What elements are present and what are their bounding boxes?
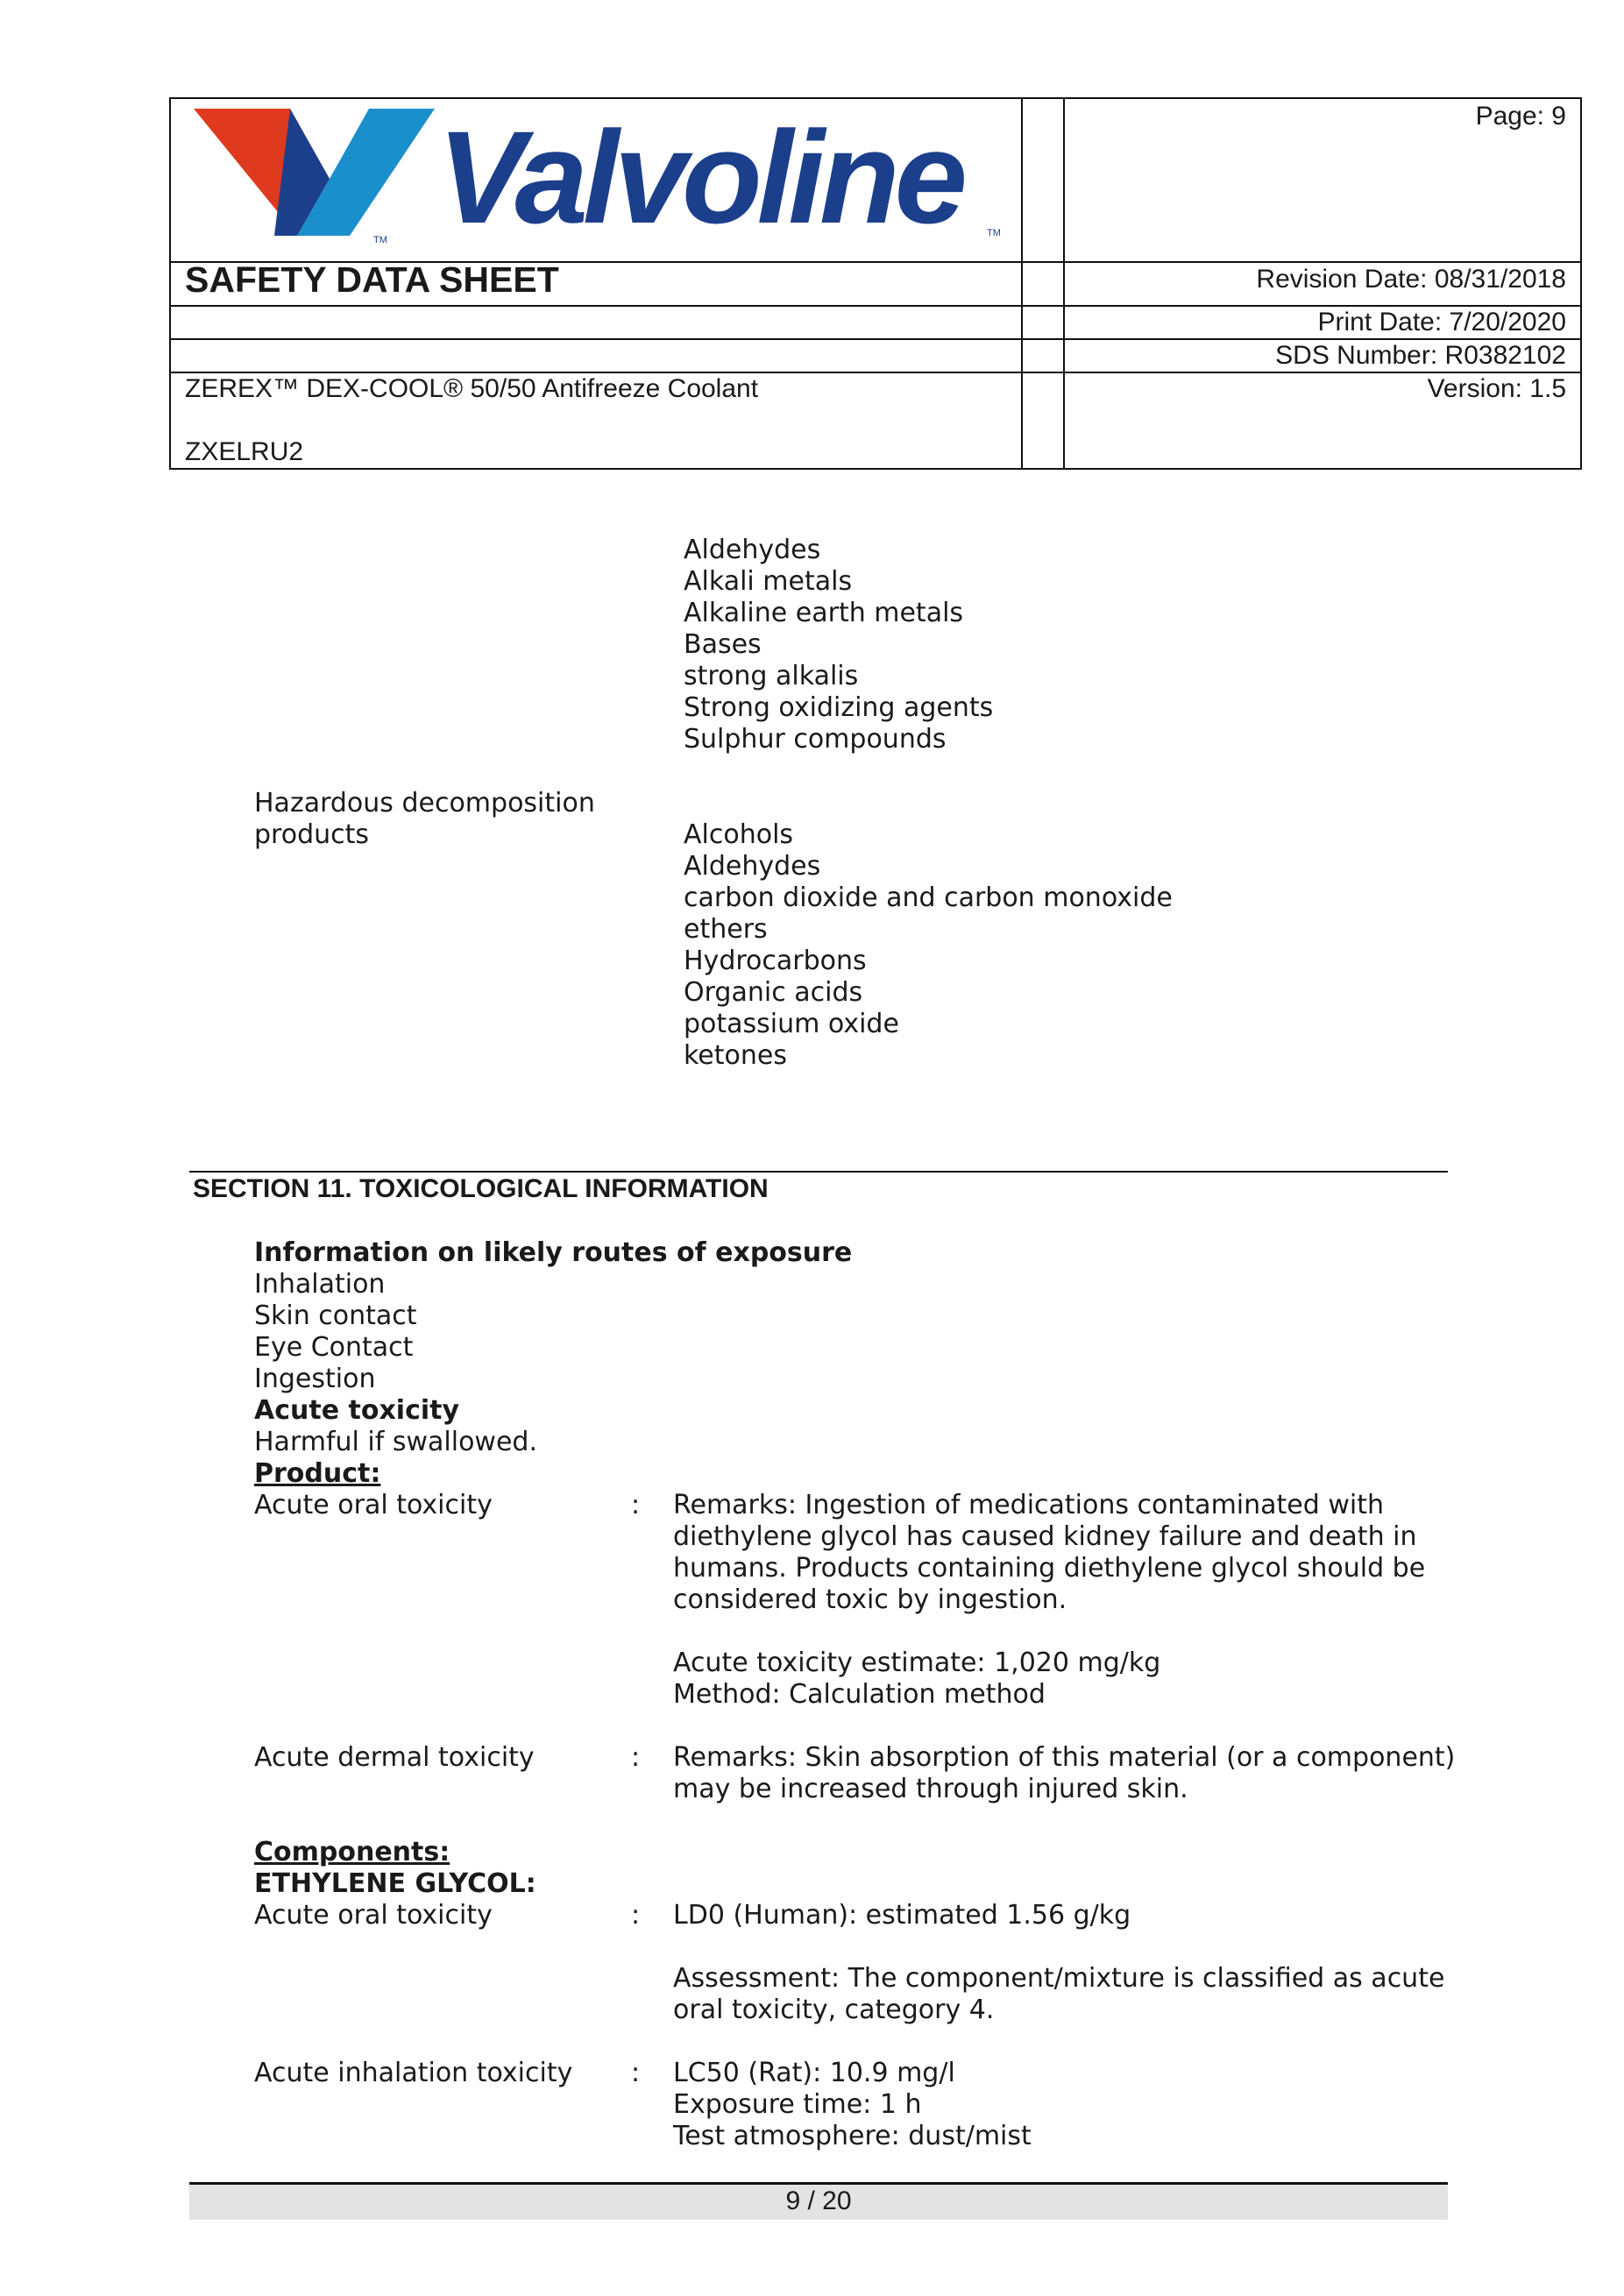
incompatible-materials-list — [684, 535, 993, 755]
sheet-title: SAFETY DATA SHEET — [185, 259, 559, 300]
list-item: Sulphur compounds — [684, 724, 947, 755]
list-item: Alkaline earth metals — [684, 598, 964, 628]
colon: : — [631, 2058, 641, 2088]
sds-number: SDS Number: R0382102 — [1275, 341, 1566, 370]
colon: : — [631, 1742, 641, 1773]
list-item: potassium oxide — [684, 1009, 899, 1039]
component-oral-value: LD0 (Human): estimated 1.56 g/kg — [673, 1900, 1131, 1931]
routes-of-exposure — [254, 1237, 852, 1490]
acute-oral-estimate: Acute toxicity estimate: 1,020 mg/kg Method: Calculation method — [673, 1648, 1161, 1710]
components-block — [254, 1837, 536, 1900]
list-item: Hydrocarbons — [684, 946, 867, 976]
routes-heading: Information on likely routes of exposure — [254, 1237, 853, 1268]
component-oral-label: Acute oral toxicity — [254, 1900, 493, 1931]
logo-wordmark: Valvoline — [437, 103, 963, 251]
svg-text:TM: TM — [987, 228, 1001, 238]
list-item: Strong oxidizing agents — [684, 692, 994, 723]
print-date: Print Date: 7/20/2020 — [1317, 308, 1566, 337]
list-item: Aldehydes — [684, 535, 821, 565]
product-heading: Product: — [254, 1458, 381, 1489]
list-item: Inhalation — [254, 1269, 386, 1300]
page-number: Page: 9 — [1475, 102, 1566, 131]
version: Version: 1.5 — [1427, 374, 1566, 403]
list-item: Organic acids — [684, 977, 863, 1008]
list-item: strong alkalis — [684, 661, 859, 691]
component-name: ETHYLENE GLYCOL: — [254, 1868, 536, 1899]
colon: : — [631, 1490, 641, 1520]
decomposition-label: Hazardous decomposition products — [254, 788, 595, 850]
acute-dermal-label: Acute dermal toxicity — [254, 1742, 535, 1773]
list-item: Alcohols — [684, 819, 794, 850]
acute-dermal-remarks: Remarks: Skin absorption of this material (or a component) may be increased through injured skin. — [673, 1742, 1456, 1804]
components-heading: Components: — [254, 1837, 450, 1867]
component-assessment: Assessment: The component/mixture is classified as acute oral toxicity, category 4. — [673, 1963, 1445, 2025]
sds-header — [169, 97, 1582, 470]
decomposition-products-list — [684, 819, 1173, 1072]
acute-toxicity-summary: Harmful if swallowed. — [254, 1427, 537, 1457]
header-divider — [1021, 99, 1023, 468]
list-item: ketones — [684, 1040, 787, 1071]
acute-inhalation-label: Acute inhalation toxicity — [254, 2058, 573, 2088]
section-11-title: SECTION 11. TOXICOLOGICAL INFORMATION — [193, 1174, 769, 1203]
list-item: carbon dioxide and carbon monoxide — [684, 882, 1173, 913]
acute-oral-remarks: Remarks: Ingestion of medications contaminated with diethylene glycol has caused kidney failure and death in humans. Products containing diethylene glycol should be considered toxic by ingestion. — [673, 1490, 1426, 1615]
list-item: Ingestion — [254, 1364, 376, 1394]
page-footer — [189, 2182, 1448, 2220]
colon: : — [631, 1900, 641, 1931]
section-rule — [189, 1171, 1448, 1173]
header-divider — [1063, 99, 1065, 468]
list-item: Alkali metals — [684, 566, 853, 597]
acute-oral-label: Acute oral toxicity — [254, 1490, 493, 1520]
list-item: Aldehydes — [684, 851, 821, 882]
acute-inhalation-values: LC50 (Rat): 10.9 mg/l Exposure time: 1 h Test atmosphere: dust/mist — [673, 2058, 1032, 2151]
list-item: Eye Contact — [254, 1332, 414, 1363]
acute-toxicity-heading: Acute toxicity — [254, 1395, 460, 1426]
list-item: Skin contact — [254, 1300, 417, 1331]
page-counter: 9 / 20 — [785, 2186, 852, 2215]
list-item: ethers — [684, 914, 768, 945]
product-code: ZXELRU2 — [185, 437, 304, 466]
product-name: ZEREX™ DEX-COOL® 50/50 Antifreeze Coolant — [185, 374, 759, 403]
revision-date: Revision Date: 08/31/2018 — [1256, 265, 1566, 294]
list-item: Bases — [684, 629, 762, 660]
valvoline-logo — [194, 104, 1009, 258]
svg-text:TM: TM — [373, 235, 387, 245]
